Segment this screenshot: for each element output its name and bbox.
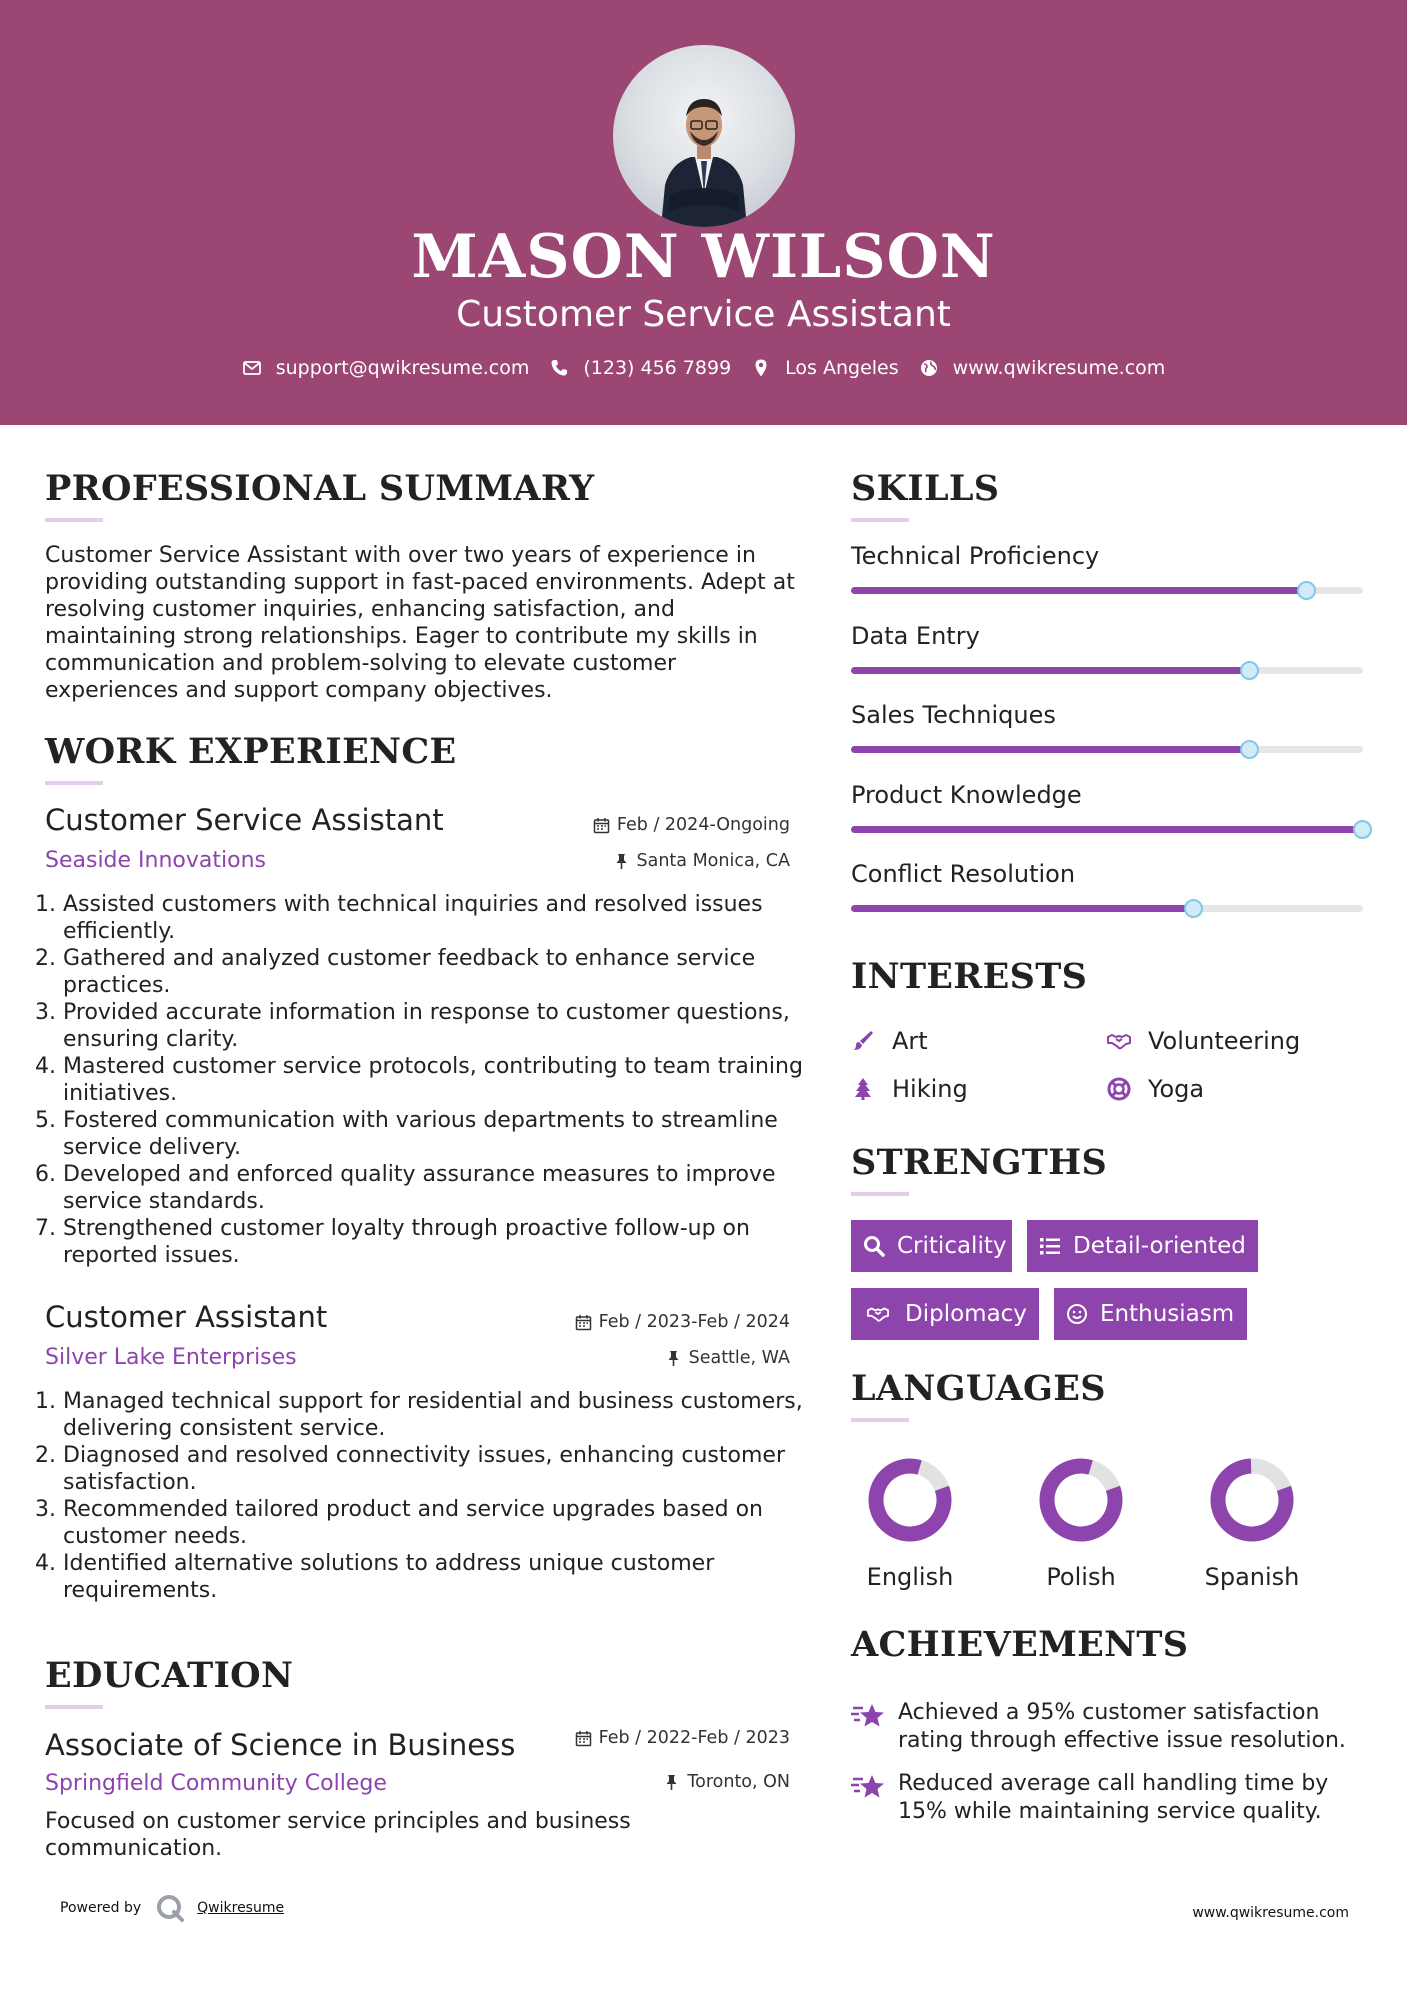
skill-bar-handle [1240,661,1259,680]
language-donut [865,1455,955,1545]
strengths-heading: STRENGTHS [851,1142,1108,1183]
language-donut [1207,1455,1297,1545]
language-name: Spanish [1204,1563,1300,1591]
language-item [1006,1455,1156,1591]
job-dates [575,1312,790,1332]
interest-item [851,1027,928,1055]
skill-bar-fill [851,746,1250,753]
job-dates-text: Feb / 2024-Ongoing [616,815,790,835]
job-title: Customer Service Assistant [45,803,444,837]
skills-divider [851,518,909,522]
handshake-icon [863,1303,893,1325]
job-dates-text: Feb / 2023-Feb / 2024 [598,1312,790,1332]
education-divider [45,1705,103,1709]
donut-fill [1037,1456,1124,1543]
interest-item [851,1075,968,1103]
avatar [613,45,795,227]
job-location-text: Santa Monica, CA [636,851,790,871]
list-icon [1039,1235,1061,1257]
brand-link[interactable]: Qwikresume [197,1900,285,1916]
donut-fill [866,1456,953,1543]
skill-bar-handle [1353,820,1372,839]
job-location [613,851,791,871]
star-icon [851,1773,885,1803]
pushpin-icon [665,1350,682,1367]
strengths-divider [851,1192,909,1196]
tree-icon [851,1077,875,1101]
degree-title: Associate of Science in Business [45,1728,516,1762]
language-item [1177,1455,1327,1591]
language-donut [1036,1455,1126,1545]
strength-badge [851,1220,1012,1272]
strength-label: Criticality [897,1233,1007,1259]
summary-heading: PROFESSIONAL SUMMARY [45,468,595,509]
company-name: Seaside Innovations [45,848,266,873]
skill-bar-fill [851,905,1194,912]
list-item: 2. Diagnosed and resolved connectivity issues, enhancing customer satisfaction. [63,1442,805,1496]
language-name: English [866,1563,954,1591]
footer-website[interactable]: www.qwikresume.com [1192,1905,1349,1921]
contact-email[interactable] [242,357,530,379]
experience-heading: WORK EXPERIENCE [45,731,457,772]
education-heading: EDUCATION [45,1655,294,1696]
map-pin-icon [751,358,771,378]
job-dates [593,815,790,835]
star-icon [851,1702,885,1732]
experience-divider [45,781,103,785]
contact-phone[interactable] [549,357,731,379]
achievement-text: Achieved a 95% customer satisfaction rating through effective issue resolution. [898,1700,1346,1753]
languages-divider [851,1418,909,1422]
language-item [835,1455,985,1591]
contact-location [751,357,898,379]
phone-text: (123) 456 7899 [583,357,732,379]
strength-badge [1027,1220,1258,1272]
interest-label: Art [892,1027,928,1055]
list-item: 5. Fostered communication with various departments to streamline service delivery. [63,1107,805,1161]
list-item: 4. Mastered customer service protocols, contributing to team training initiatives. [63,1053,805,1107]
achievement-text: Reduced average call handling time by 15% while maintaining service quality. [898,1771,1329,1824]
skill-bar-track [851,905,1363,912]
paintbrush-icon [851,1029,875,1053]
interest-label: Hiking [892,1075,968,1103]
summary-text: Customer Service Assistant with over two years of experience in providing outstanding support in fast-paced environments. Adept at resolving customer inquiries, enhancing satisfaction, and maintaining strong relationships. Eager to contribute my skills in communication and problem-solving to elevate customer experiences and support company objectives. [45,543,795,703]
skill-bar-handle [1184,899,1203,918]
globe-icon [919,358,939,378]
powered-by-text: Powered by [60,1900,142,1916]
strength-badge [1054,1288,1247,1340]
list-item: 7. Strengthened customer loyalty through proactive follow-up on reported issues. [63,1215,805,1269]
envelope-icon [242,358,262,378]
interest-label: Volunteering [1148,1027,1301,1055]
list-item: 1. Managed technical support for residential and business customers, delivering consistent service. [63,1388,805,1442]
candidate-role: Customer Service Assistant [456,294,951,335]
strength-badge [851,1288,1039,1340]
pushpin-icon [613,853,630,870]
website-text: www.qwikresume.com [952,357,1166,379]
job-title: Customer Assistant [45,1300,328,1334]
skill-name: Product Knowledge [851,780,1082,809]
skill-name: Data Entry [851,621,980,650]
job-bullets [35,891,805,1269]
list-item: 2. Gathered and analyzed customer feedback to enhance service practices. [63,945,805,999]
skill-bar-handle [1297,581,1316,600]
phone-icon [549,358,569,378]
skill-bar-track [851,746,1363,753]
skill-bar-track [851,587,1363,594]
interest-item [1107,1075,1204,1103]
calendar-icon [575,1314,592,1331]
interest-item [1107,1027,1300,1055]
smile-icon [1066,1303,1088,1325]
list-item: 4. Identified alternative solutions to address unique customer requirements. [63,1550,805,1604]
strength-label: Diplomacy [905,1301,1027,1327]
job-location-text: Seattle, WA [688,1348,790,1368]
achievement-item [851,1770,1371,1826]
interest-label: Yoga [1148,1075,1205,1103]
lifebuoy-icon [1107,1077,1131,1101]
header-banner [0,0,1407,425]
skill-name: Sales Techniques [851,701,1056,729]
education-dates-text: Feb / 2022-Feb / 2023 [598,1728,790,1748]
pushpin-icon [663,1774,680,1791]
education-description: Focused on customer service principles and business communication. [45,1809,631,1861]
footer-powered [60,1893,284,1923]
interests-heading: INTERESTS [851,956,1088,997]
skill-bar-track [851,667,1363,674]
handshake-icon [1107,1029,1131,1053]
skill-bar-track [851,826,1363,833]
contact-website[interactable] [919,357,1166,379]
list-item: 1. Assisted customers with technical inquiries and resolved issues efficiently. [63,891,805,945]
calendar-icon [593,817,610,834]
summary-divider [45,518,103,522]
skills-heading: SKILLS [851,468,1000,509]
list-item: 6. Developed and enforced quality assurance measures to improve service standards. [63,1161,805,1215]
calendar-icon [575,1730,592,1747]
school-name: Springfield Community College [45,1771,387,1796]
job-location [665,1348,790,1368]
contact-bar [0,357,1407,379]
list-item: 3. Recommended tailored product and service upgrades based on customer needs. [63,1496,805,1550]
languages-heading: LANGUAGES [851,1368,1106,1409]
skill-name: Conflict Resolution [851,860,1076,888]
skill-bar-handle [1240,740,1259,759]
company-name: Silver Lake Enterprises [45,1345,297,1370]
language-name: Polish [1046,1563,1116,1591]
location-text: Los Angeles [785,357,899,379]
strength-label: Enthusiasm [1100,1301,1235,1327]
skill-bar-fill [851,667,1250,674]
skill-bar-fill [851,826,1363,833]
skill-bar-fill [851,587,1307,594]
education-dates [575,1728,790,1748]
achievements-heading: ACHIEVEMENTS [851,1624,1189,1665]
candidate-name: MASON WILSON [411,222,996,292]
search-icon [863,1235,885,1257]
list-item: 3. Provided accurate information in response to customer questions, ensuring clarity. [63,999,805,1053]
achievement-item [851,1699,1371,1755]
education-location [663,1772,790,1792]
job-bullets [35,1388,805,1604]
education-location-text: Toronto, ON [687,1772,790,1792]
strength-label: Detail-oriented [1073,1233,1246,1259]
qwikresume-logo-icon [155,1893,185,1923]
skill-name: Technical Proficiency [851,542,1100,570]
email-text: support@qwikresume.com [275,357,530,379]
